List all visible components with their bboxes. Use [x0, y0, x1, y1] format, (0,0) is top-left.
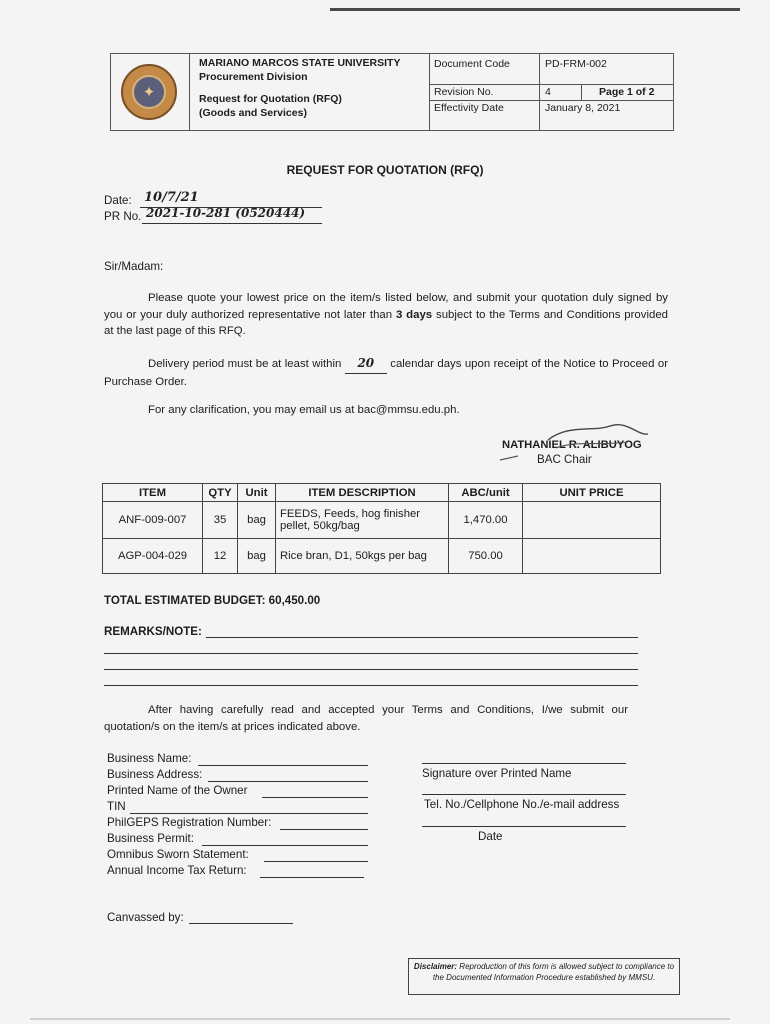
col-header-item: ITEM — [103, 484, 203, 502]
scan-edge-bottom — [30, 1018, 730, 1020]
cell-abc: 750.00 — [449, 539, 523, 574]
business-address-label: Business Address: — [107, 768, 203, 781]
effectivity-label: Effectivity Date — [434, 102, 504, 114]
instruction-text-a: Please quote your lowest price on the item/s listed below, and submit your quotation duly signed by you or your duly authorized representative not later than — [104, 292, 668, 321]
instruction-paragraph — [104, 290, 668, 340]
effectivity-value: January 8, 2021 — [545, 102, 621, 114]
cell-unit-price[interactable] — [523, 502, 661, 539]
col-header-unit-price: UNIT PRICE — [523, 484, 661, 502]
table-row — [103, 539, 661, 574]
business-name-label: Business Name: — [107, 752, 192, 765]
cell-unit-price[interactable] — [523, 539, 661, 574]
col-header-unit: Unit — [238, 484, 276, 502]
remarks-line[interactable] — [104, 669, 638, 670]
delivery-text-a: Delivery period must be at least within — [148, 358, 342, 370]
date-field[interactable] — [422, 826, 626, 827]
owner-field[interactable] — [262, 797, 368, 798]
delivery-days: 20 — [357, 356, 375, 370]
page-indicator: Page 1 of 2 — [599, 86, 655, 98]
cell-description: FEEDS, Feeds, hog finisher pellet, 50kg/bag — [276, 502, 449, 539]
revision-label: Revision No. — [434, 86, 494, 98]
disclaimer-box — [408, 958, 680, 995]
disclaimer-text: Reproduction of this form is allowed subject to compliance to the Documented Information Procedure established by MMSU. — [432, 962, 675, 982]
canvassed-label: Canvassed by: — [107, 911, 184, 924]
cell-item: AGP-004-029 — [103, 539, 203, 574]
date-label: Date: — [104, 194, 132, 207]
philgeps-label: PhilGEPS Registration Number: — [107, 816, 272, 829]
col-header-qty: QTY — [203, 484, 238, 502]
cell-qty: 12 — [203, 539, 238, 574]
owner-label: Printed Name of the Owner — [107, 784, 248, 797]
cell-description: Rice bran, D1, 50kgs per bag — [276, 539, 449, 574]
col-header-description: ITEM DESCRIPTION — [276, 484, 449, 502]
total-budget: TOTAL ESTIMATED BUDGET: 60,450.00 — [104, 594, 321, 607]
itr-field[interactable] — [260, 877, 364, 878]
canvassed-field[interactable] — [189, 923, 293, 924]
scan-edge-top — [330, 8, 740, 11]
doc-code-label: Document Code — [434, 58, 510, 70]
cell-unit: bag — [238, 502, 276, 539]
contact-field[interactable] — [422, 794, 626, 795]
page-title: REQUEST FOR QUOTATION (RFQ) — [286, 163, 484, 177]
tin-label: TIN — [107, 800, 126, 813]
tin-field[interactable] — [130, 813, 368, 814]
form-title-line2: (Goods and Services) — [199, 107, 307, 119]
delivery-paragraph — [104, 355, 668, 390]
revision-value: 4 — [545, 86, 551, 98]
cell-qty: 35 — [203, 502, 238, 539]
date-value: 10/7/21 — [144, 190, 199, 205]
division-name: Procurement Division — [199, 71, 308, 83]
cell-unit: bag — [238, 539, 276, 574]
signatory-name: NATHANIEL R. ALIBUYOG — [502, 439, 642, 451]
date-sig-label: Date — [478, 830, 503, 843]
salutation: Sir/Madam: — [104, 260, 164, 273]
pr-value: 2021-10-281 (0520444) — [146, 206, 306, 220]
university-seal-icon: ✦ — [121, 64, 177, 120]
university-name: MARIANO MARCOS STATE UNIVERSITY — [199, 57, 401, 69]
form-title-line1: Request for Quotation (RFQ) — [199, 93, 342, 105]
permit-field[interactable] — [202, 845, 368, 846]
cell-abc: 1,470.00 — [449, 502, 523, 539]
remarks-line[interactable] — [206, 637, 638, 638]
col-header-abc: ABC/unit — [449, 484, 523, 502]
remarks-line[interactable] — [104, 653, 638, 654]
remarks-line[interactable] — [104, 685, 638, 686]
omnibus-field[interactable] — [264, 861, 368, 862]
signatory-title: BAC Chair — [537, 453, 592, 466]
remarks-label: REMARKS/NOTE: — [104, 625, 202, 638]
itr-label: Annual Income Tax Return: — [107, 864, 247, 877]
signature-field[interactable] — [422, 763, 626, 764]
philgeps-field[interactable] — [280, 829, 368, 830]
instruction-text-b: subject to the Terms and Conditions provided at the last page of this RFQ. — [104, 308, 668, 337]
permit-label: Business Permit: — [107, 832, 194, 845]
business-name-field[interactable] — [198, 765, 368, 766]
table-header-row — [103, 484, 661, 502]
contact-label: Tel. No./Cellphone No./e-mail address — [424, 798, 620, 811]
signature-label: Signature over Printed Name — [422, 767, 572, 780]
deadline-days: 3 days — [395, 308, 433, 321]
omnibus-label: Omnibus Sworn Statement: — [107, 848, 249, 861]
document-header — [110, 53, 674, 131]
disclaimer-label: Disclaimer: — [413, 962, 458, 971]
doc-code-value: PD-FRM-002 — [545, 58, 607, 70]
pr-label: PR No. — [104, 210, 142, 223]
table-row — [103, 502, 661, 539]
acceptance-text: After having carefully read and accepted your Terms and Conditions, I/we submit our quotation/s on the item/s at prices indicated above. — [104, 704, 628, 733]
business-address-field[interactable] — [208, 781, 368, 782]
clarification-text: For any clarification, you may email us at bac@mmsu.edu.ph. — [148, 404, 460, 416]
delivery-text-b: calendar days upon receipt of the Notice to Proceed or Purchase Order. — [104, 358, 669, 388]
items-table — [102, 483, 661, 574]
cell-item: ANF-009-007 — [103, 502, 203, 539]
